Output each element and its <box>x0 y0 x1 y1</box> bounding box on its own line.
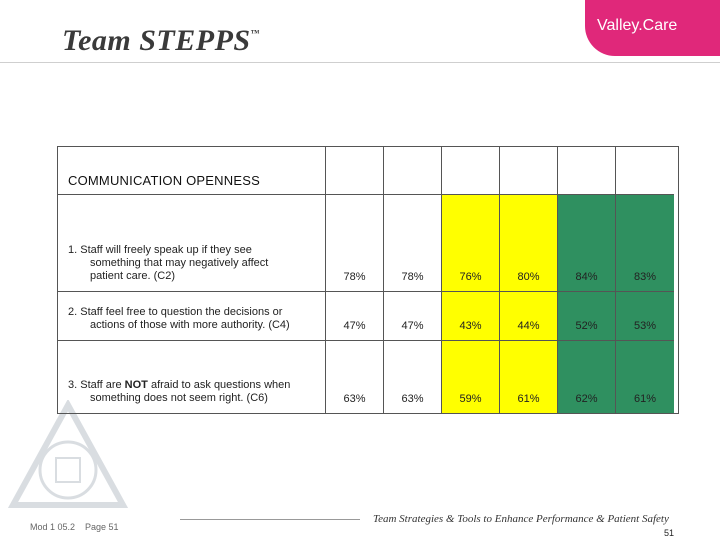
value-cell <box>384 292 442 341</box>
logo-trademark: ™ <box>250 28 261 38</box>
row-1-label-line-3: patient care. (C2) <box>90 270 175 282</box>
footer-divider <box>180 519 360 520</box>
row-3-label <box>68 379 321 405</box>
value-cell <box>326 195 384 292</box>
value-cell <box>442 341 500 413</box>
row-3-label-line-2: something does not seem right. (C6) <box>90 392 268 404</box>
footer-module-info <box>30 522 119 532</box>
value: 59% <box>459 393 482 405</box>
row-2-label <box>68 306 321 332</box>
value: 61% <box>517 393 540 405</box>
row-2-label-cell <box>58 292 326 341</box>
row-2-label-line-2: actions of those with more authority. (C4) <box>90 319 290 331</box>
org-badge <box>585 0 720 56</box>
value-cell <box>616 341 674 413</box>
value-cell <box>442 292 500 341</box>
value-cell <box>616 195 674 292</box>
value: 61% <box>633 393 657 405</box>
value-cell <box>558 195 616 292</box>
value: 84% <box>575 271 598 283</box>
value-cell <box>326 341 384 413</box>
row-2-label-line-1: 2. Staff feel free to question the decisions or <box>68 306 283 318</box>
row-1-label-line-1: 1. Staff will freely speak up if they see <box>68 244 252 256</box>
value-cell <box>326 292 384 341</box>
value: 47% <box>401 320 424 332</box>
header-cell <box>500 147 558 195</box>
value-cell <box>442 195 500 292</box>
value: 76% <box>459 271 482 283</box>
value: 43% <box>459 320 482 332</box>
header-cell <box>326 147 384 195</box>
value-cell <box>500 292 558 341</box>
table-header-label-cell <box>58 147 326 195</box>
communication-openness-table <box>57 146 679 414</box>
header-cell <box>616 147 674 195</box>
value: 52% <box>575 320 598 332</box>
value-cell <box>616 292 674 341</box>
page-number: 51 <box>664 528 675 538</box>
teamstepps-triangle-watermark-icon <box>8 400 128 510</box>
row-1-label-line-2: something that may negatively affect <box>90 257 269 269</box>
header-cell <box>558 147 616 195</box>
logo-text: Team STEPPS <box>62 24 251 57</box>
table-title: COMMUNICATION OPENNESS <box>68 173 260 188</box>
value: 80% <box>517 271 540 283</box>
row-3-label-emphasis: NOT <box>124 379 148 391</box>
header-cell <box>442 147 500 195</box>
value-cell <box>500 195 558 292</box>
value: 53% <box>633 320 657 332</box>
module-label: Mod 1 05.2 <box>30 522 76 532</box>
row-3-label-cell <box>58 341 326 413</box>
value-cell <box>500 341 558 413</box>
value-cell <box>384 341 442 413</box>
value: 62% <box>575 393 598 405</box>
row-3-label-post: afraid to ask questions when <box>147 379 291 391</box>
org-name: Valley.Care <box>597 17 678 34</box>
header-divider <box>0 62 720 63</box>
value-cell <box>558 341 616 413</box>
row-1-label <box>68 244 321 283</box>
teamstepps-logo <box>62 24 260 58</box>
value: 47% <box>343 320 366 332</box>
value: 78% <box>401 271 424 283</box>
row-3-label-pre: 3. Staff are <box>68 379 125 391</box>
page-label: Page 51 <box>85 522 119 532</box>
value-cell <box>558 292 616 341</box>
value: 63% <box>343 393 366 405</box>
value: 44% <box>517 320 540 332</box>
header-cell <box>384 147 442 195</box>
value: 83% <box>633 271 657 283</box>
value: 78% <box>343 271 366 283</box>
value-cell <box>384 195 442 292</box>
footer-tagline: Team Strategies & Tools to Enhance Performance & Patient Safety <box>373 513 669 525</box>
row-1-label-cell <box>58 195 326 292</box>
value: 63% <box>401 393 424 405</box>
